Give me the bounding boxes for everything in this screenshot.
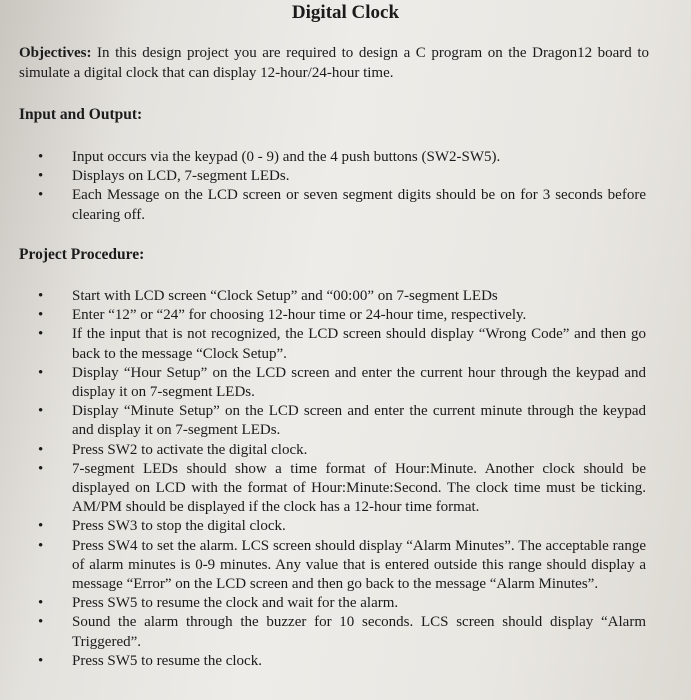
list-item xyxy=(0,537,646,595)
objectives-text: In this design project you are required to design a C program on the Dragon12 board to simulate a digital clock that can display 12-hour/24-hour time. xyxy=(19,45,650,81)
list-item xyxy=(0,517,646,536)
bullet-icon: • xyxy=(38,149,44,165)
procedure-item-text: Start with LCD screen “Clock Setup” and “00:00” on 7-segment LEDs xyxy=(72,288,498,304)
procedure-item-text: If the input that is not recognized, the LCD screen should display “Wrong Code” and then go back to the message “Clock Setup”. xyxy=(72,326,646,362)
bullet-icon: • xyxy=(38,187,44,204)
list-item xyxy=(0,148,646,167)
bullet-icon: • xyxy=(38,168,44,185)
io-item-text: Displays on LCD, 7-segment LEDs. xyxy=(72,168,290,185)
bullet-icon: • xyxy=(38,307,44,324)
bullet-icon: • xyxy=(38,537,44,554)
list-item xyxy=(0,186,646,224)
list-item xyxy=(0,402,646,440)
list-item xyxy=(0,287,646,306)
procedure-heading: Project Procedure: xyxy=(19,246,145,263)
list-item xyxy=(0,613,646,651)
page-title: Digital Clock xyxy=(291,2,400,23)
list-item xyxy=(0,460,646,518)
procedure-item-text: Press SW2 to activate the digital clock. xyxy=(72,441,308,458)
bullet-icon: • xyxy=(38,326,44,343)
objectives-paragraph xyxy=(19,43,649,83)
bullet-icon: • xyxy=(38,403,44,420)
io-item-text: Each Message on the LCD screen or seven segment digits should be on for 3 seconds before clearing off. xyxy=(72,187,646,223)
bullet-icon: • xyxy=(38,614,44,631)
procedure-item-text: Display “Minute Setup” on the LCD screen and enter the current minute through the keypad and display it on 7-segment LEDs. xyxy=(72,403,646,439)
bullet-icon: • xyxy=(38,441,44,458)
bullet-icon: • xyxy=(38,364,44,381)
bullet-icon: • xyxy=(38,595,44,612)
list-item xyxy=(0,441,646,460)
list-item xyxy=(0,325,646,363)
procedure-item-text: Press SW5 to resume the clock. xyxy=(72,652,262,669)
procedure-item-text: Sound the alarm through the buzzer for 10 seconds. LCS screen should display “Alarm Triggered”. xyxy=(72,614,646,650)
list-item xyxy=(0,594,646,613)
bullet-icon: • xyxy=(38,652,44,669)
bullet-icon: • xyxy=(38,460,44,477)
io-item-text: Input occurs via the keypad (0 - 9) and the 4 push buttons (SW2-SW5). xyxy=(72,149,501,165)
procedure-list xyxy=(0,287,691,671)
io-list xyxy=(0,148,691,225)
procedure-item-text: Press SW3 to stop the digital clock. xyxy=(72,518,286,535)
list-item xyxy=(0,364,646,402)
list-item xyxy=(0,652,646,671)
bullet-icon: • xyxy=(38,288,44,304)
procedure-item-text: Display “Hour Setup” on the LCD screen and enter the current hour through the keypad and display it on 7-segment LEDs. xyxy=(72,364,646,401)
io-heading: Input and Output: xyxy=(19,106,143,123)
objectives-label: Objectives: xyxy=(19,45,92,61)
procedure-item-text: Press SW5 to resume the clock and wait for the alarm. xyxy=(72,595,399,612)
list-item xyxy=(0,306,646,325)
list-item xyxy=(0,167,646,186)
procedure-item-text: Press SW4 to set the alarm. LCS screen should display “Alarm Minutes”. The acceptable range of alarm minutes is 0-9 minutes. Any value that is entered outside this range should display a message “Error” on the LCD screen and then go back to the message “Alarm Minutes”. xyxy=(72,537,646,593)
procedure-item-text: Enter “12” or “24” for choosing 12-hour time or 24-hour time, respectively. xyxy=(72,307,527,324)
bullet-icon: • xyxy=(38,518,44,535)
procedure-item-text: 7-segment LEDs should show a time format of Hour:Minute. Another clock should be displayed on LCD with the format of Hour:Minute:Second. The clock time must be ticking. AM/PM should be displayed if the clock has a 12-hour time format. xyxy=(72,460,646,516)
